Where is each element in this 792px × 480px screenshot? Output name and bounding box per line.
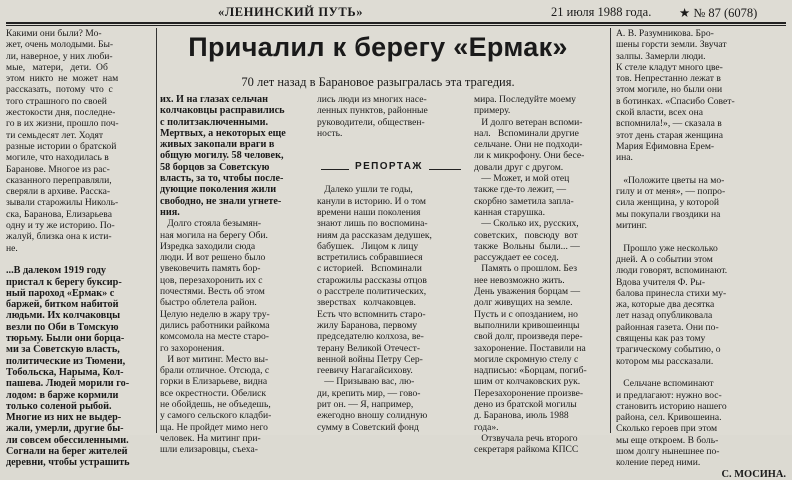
text-line: трагическому событию, о [616,344,721,356]
text-line: деревни, чтобы устрашить [6,457,130,469]
text-line: этом никто не может нам [6,73,119,85]
text-line: Пусть и с опозданием, но [474,308,578,320]
text-line: шли елизаровцы, съеха- [160,444,258,456]
text-line: о расстреле политических, [317,286,427,298]
text-line [616,164,786,175]
text-line: ска, Баранова, Елизарьева [6,208,112,220]
text-line: не. [6,242,18,254]
text-line: ли к микрофону. Они бесе- [474,150,585,162]
text-line: времени наши поколения [317,206,421,218]
newspaper-name: «ЛЕНИНСКИЙ ПУТЬ» [218,5,364,19]
text-line: мира. Последуйте моему [474,94,576,105]
text-line: их. И на глазах сельчан [160,94,268,105]
article-column-1 [6,28,154,469]
text-line: Баранове. Многое из рас- [6,163,110,175]
text-line: венной войны Петру Сер- [317,353,423,365]
header-rule [6,22,786,24]
text-line: ния. [160,206,180,218]
text-line: становить историю нашего [616,400,727,412]
text-line: колчаковцы расправились [160,105,285,117]
text-line: сказанного переправляли, [6,174,112,186]
text-line: пристал к берегу буксир- [6,276,122,288]
text-line: быстро облетела район. [160,297,257,309]
text-line: ная могила на берегу Оби. [160,229,268,241]
article-column-4 [474,94,604,456]
text-line: с историей. Вспоминали [317,263,422,275]
text-line: горки в Елизарьеве, видна [160,376,268,388]
text-line: власть, за то, чтобы после- [160,173,284,185]
text-line: котором мы рассказали. [616,355,714,367]
text-line: баржей, битком набитой [6,299,119,311]
article-column-5 [616,28,786,480]
text-line: зывали старожилы Николь- [6,197,119,209]
text-line: все окрестности. Обелиск [160,387,267,399]
text-line: Прошло уже несколько [616,242,718,254]
text-line: этом могиле, но были они [616,84,723,96]
text-line: жилу Баранова, первому [317,319,418,331]
text-line: ми за Советскую власть, [6,344,120,356]
text-line: года». [474,421,499,433]
text-line: Многие из них не выдер- [6,412,122,424]
text-line: Изредка заходили сюда [160,240,256,252]
text-line: лет назад опубликовала [616,310,713,322]
column-divider [610,28,611,433]
text-line: человек. На митинг при- [160,432,261,444]
text-line: ина. [616,152,633,164]
rubric-label: РЕПОРТАЖ [349,161,429,172]
text-line: Долго стояла безымян- [160,218,262,230]
text-line: рассуждает ее сосед. [474,252,559,264]
text-line [616,231,786,242]
text-line: А. В. Разумникова. Бро- [616,28,714,39]
text-line: только соленой рыбой. [6,400,112,412]
text-line: довали друг с другом. [474,161,564,173]
text-line: коление перед ними. [616,457,701,469]
text-line: старожилы рассказы отцов [317,274,427,286]
text-line: не обойдешь, не объедешь, [160,399,271,411]
text-line: люди. И вот решено было [160,252,266,264]
text-line: ность. [317,127,343,139]
text-line: лись люди из многих насе- [317,94,427,105]
text-line: жали, умерли, другие бы- [6,423,124,435]
text-line: могиле скромную стелу с [474,353,579,365]
text-line: выполнили кривошеинцы [474,319,580,331]
text-line: ниям да рассказам дедушек, [317,229,432,241]
text-line: Сельчане вспоминают [616,378,714,390]
text-line: Есть что вспомнить старо- [317,308,426,320]
text-line: рассказать, потому что с [6,84,113,96]
text-line: ленных пунктов, районные [317,105,428,117]
text-line: ежегодно вношу солидную [317,410,428,422]
text-line: шены горсти земли. Звучат [616,39,727,51]
text-line: почестями. Весть об этом [160,286,265,298]
text-line: К стеле кладут много цве- [616,61,723,73]
text-line: дней. А о событии этом [616,253,713,265]
text-line: руководители, обществен- [317,116,425,128]
text-line: могиле, что находилась в [6,152,109,164]
text-line: захоронение. Поставили на [474,342,586,354]
article-subtitle: 70 лет назад в Барановое разыгралась эта трагедия. [241,75,515,89]
text-line: Целую неделю в жару тру- [160,308,270,320]
text-line: политические из Тюмени, [6,355,126,367]
text-line: дились работники райкома [160,319,270,331]
text-line: шом долгу нынешнее по- [616,445,720,457]
text-line [317,139,467,150]
text-line: живых закопали враги в [160,139,275,151]
text-line: этот день старая женщина [616,129,723,141]
text-line: нее невозможно жить. [474,274,565,286]
text-line: мы еще откроем. В боль- [616,434,719,446]
text-line: мые, матери, дети. Об [6,61,108,73]
text-line: И вот митинг. Место вы- [160,353,269,365]
text-line: залпы. Замерли люди. [616,50,706,62]
text-line: Сколько героев при этом [616,423,718,435]
article-column-2 [160,94,310,456]
text-line: увековечить память бор- [160,263,261,275]
text-line: пашева. Людей морили го- [6,378,130,390]
text-line: балова принесла стихи му- [616,287,727,299]
text-line: зверствах колчаковцев. [317,297,416,309]
text-line: д. Баранова, июль 1988 [474,410,569,422]
text-line: ный пароход «Ермак» с [6,287,115,299]
column-divider [156,28,157,433]
text-line: также где-то лежит, — [474,184,567,196]
text-line: свободно, не знали угнете- [160,195,282,207]
text-line: митинг. [616,220,647,232]
text-line: люди говорят, вспоминают. [616,265,728,277]
text-line: ща. Не пройдет мимо него [160,421,268,433]
text-line: ди, крепить мир, — гово- [317,387,421,399]
text-line: День уважения борцам — [474,286,581,298]
text-line: И долго ветеран вспоми- [474,116,583,128]
text-line: Мария Ефимовна Ерем- [616,140,715,152]
text-line: нал. Вспоминали другие [474,127,579,139]
text-line: председателю колхоза, ве- [317,331,424,343]
text-line: свой долг, произведя пере- [474,331,583,343]
text-line: знают лишь по воспомина- [317,218,428,230]
text-line: Согнали на берег жителей [6,445,128,457]
text-line: ли совсем обессиленными. [6,434,129,446]
text-line: района, сел. Кривошеина. [616,412,722,424]
text-line: Память о прошлом. Без [474,263,578,275]
text-line: го захоронения. [160,342,225,354]
text-line: канули в историю. И о том [317,195,426,207]
text-line: надписью: «Борцам, погиб- [474,365,587,377]
text-line: брали отличное. Отсюда, с [160,365,270,377]
text-line: разные истории о братской [6,140,117,152]
text-line: Тобольска, Нарыма, Кол- [6,366,124,378]
text-line [6,254,154,265]
text-line: также Вольны были... — [474,240,580,252]
text-line: шим от колчаковских рук. [474,376,581,388]
text-line: ской власти, всех она [616,107,703,119]
rubric-reportazh [321,160,461,180]
text-line: лодом: в барже кормили [6,389,119,401]
text-line: долг живущих на земле. [474,297,573,309]
text-line: цов, перезахоронить их с [160,274,263,286]
text-line: сельчане. Они не подходи- [474,139,583,151]
text-line: дующие поколения жили [160,184,277,196]
text-line: людьми. Их колчаковцы [6,310,121,322]
text-line: советских, повсюду вот [474,229,578,241]
text-line: жет, очень молодыми. Бы- [6,39,114,51]
text-line: в ботинках. «Спасибо Совет- [616,95,735,107]
text-line: го в их жизни, прошло поч- [6,118,119,130]
text-line: Перезахоронение произве- [474,387,584,399]
text-line: с политзаключенными. [160,116,269,128]
text-line: ти семьдесят лет. Ходят [6,129,104,141]
text-line: жалуй, близка она к исти- [6,231,112,243]
text-line: Мертвых, а некоторых еще [160,127,286,139]
text-line: «Положите цветы на мо- [616,174,725,186]
text-line: встретились собравшиеся [317,252,423,264]
text-line: у самого сельского кладби- [160,410,272,422]
text-line: мы покупали гвоздики на [616,208,721,220]
text-line: вспомнила!», — сказала в [616,118,722,130]
text-line: ли, наверное, у них люби- [6,50,113,62]
text-line: бабушек. Лицом к лицу [317,240,419,252]
text-line: того страшного по своей [6,95,107,107]
article-column-3 [317,94,467,433]
text-line: жа, которые два десятка [616,299,715,311]
text-line: примеру. [474,105,511,117]
text-line: Отзвучала речь второго [474,432,578,444]
text-line: общую могилу. 58 человек, [160,150,284,162]
text-line: тов. Непрестанно лежат в [616,73,721,85]
text-line: рит он. — Я, например, [317,399,414,411]
text-line: ...В далеком 1919 году [6,265,107,277]
header-rule-thin [6,25,786,26]
text-line: сверяли в архиве. Расска- [6,186,111,198]
text-line: Вдова учителя Ф. Ры- [616,276,706,288]
text-line: Какими они были? Мо- [6,28,102,39]
text-line: везли по Оби в Томскую [6,321,119,333]
text-line: и предлагают: нужно вос- [616,389,722,401]
text-line: канная старушка. [474,206,545,218]
issue-number: ★ № 87 (6078) [679,6,758,20]
text-line: дено из братской могилы [474,399,577,411]
text-line: районная газета. Они по- [616,321,719,333]
text-line: геевичу Нагагайсихову. [317,365,413,377]
issue-date: 21 июля 1988 года. [551,5,652,19]
text-line: священы как раз тому [616,333,706,345]
text-line: сила женщина, у которой [616,197,720,209]
text-line: сумму в Советский фонд [317,421,419,433]
text-line: — Призываю вас, лю- [317,376,415,388]
text-line: жестокости дня, последне- [6,107,116,119]
author-signature: С. МОСИНА. [721,468,786,480]
text-line: 58 борцов за Советскую [160,161,270,173]
article-title: Причалил к берегу «Ермак» [188,32,568,62]
text-line: комсомола на месте старо- [160,331,269,343]
text-line: Далеко ушли те годы, [317,184,413,196]
text-line: скорбно заметила запла- [474,195,574,207]
text-line [616,367,786,378]
newspaper-header [0,4,792,20]
text-line: — Может, и мой отец [474,173,570,185]
text-line: тюрьму. Были они борца- [6,333,125,345]
text-line: гилу и от меня», — попро- [616,186,726,198]
text-line: одну и ту же историю. По- [6,220,115,232]
text-line: — Сколько их, русских, [474,218,579,230]
text-line: терану Великой Отечест- [317,342,421,354]
text-line: секретаря райкома КПСС [474,444,579,456]
